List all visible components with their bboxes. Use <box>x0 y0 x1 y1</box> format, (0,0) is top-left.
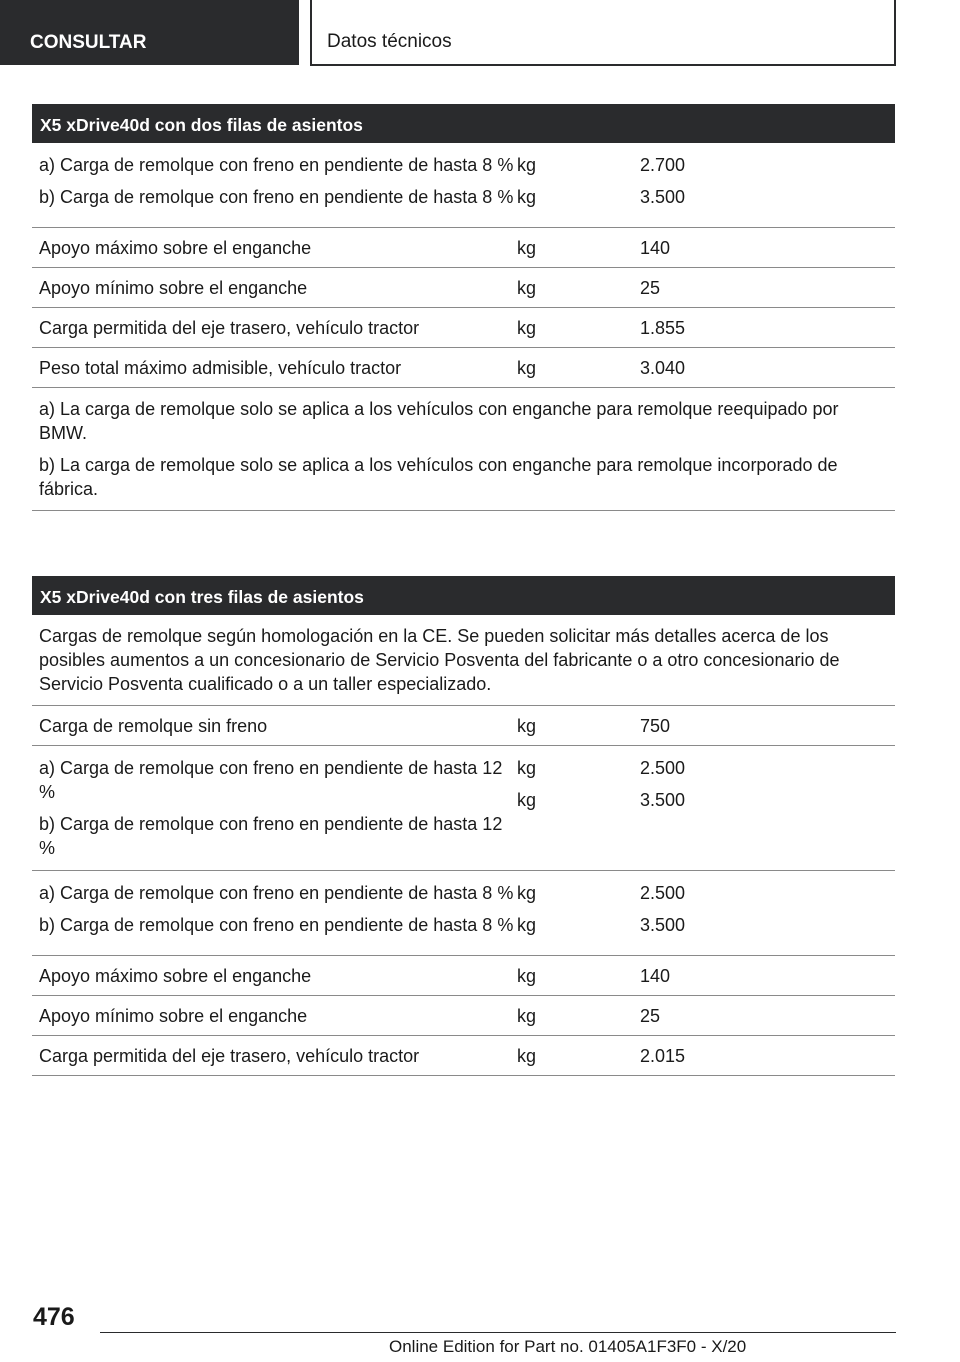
table-row <box>32 143 895 228</box>
table-intro <box>32 615 895 706</box>
label-b: b) Carga de remolque con freno en pendiente de hasta 8 % <box>39 187 514 207</box>
row-label: Peso total máximo admisible, vehículo tractor <box>39 358 402 378</box>
row-value: 1.855 <box>640 318 686 338</box>
row-label: Apoyo mínimo sobre el enganche <box>39 1006 308 1026</box>
table-row <box>32 1036 895 1076</box>
table-title: X5 xDrive40d con tres filas de asientos <box>32 576 895 615</box>
table-row <box>32 348 895 388</box>
row-label: Carga permitida del eje trasero, vehículo tractor <box>39 1046 420 1066</box>
table-row <box>32 996 895 1036</box>
label-b: b) Carga de remolque con freno en pendiente de hasta 12 % <box>39 814 503 858</box>
value-a: 2.700 <box>640 155 686 175</box>
label-b: b) Carga de remolque con freno en pendiente de hasta 8 % <box>39 915 514 935</box>
value-a: 2.500 <box>640 883 686 903</box>
row-unit: kg <box>517 716 537 736</box>
table-row <box>32 706 895 746</box>
value-b: 3.500 <box>640 790 686 810</box>
unit-b: kg <box>517 187 537 207</box>
page-title: Datos técnicos <box>310 0 896 66</box>
row-value <box>635 756 895 860</box>
row-unit: kg <box>517 278 537 298</box>
table-row <box>32 268 895 308</box>
note-b: b) La carga de remolque solo se aplica a los vehículos con enganche para remolque incorporado de fábrica. <box>39 455 838 499</box>
table-row <box>32 871 895 956</box>
row-unit <box>514 756 635 860</box>
unit-a: kg <box>517 883 537 903</box>
row-label: Apoyo máximo sobre el enganche <box>39 238 312 258</box>
note-a: a) La carga de remolque solo se aplica a los vehículos con enganche para remolque reequipado por BMW. <box>39 399 839 443</box>
unit-a: kg <box>517 155 537 175</box>
row-label <box>32 881 514 945</box>
spec-table-three-rows <box>32 576 895 1076</box>
row-unit: kg <box>517 318 537 338</box>
label-a: a) Carga de remolque con freno en pendiente de hasta 8 % <box>39 155 514 175</box>
table-row <box>32 746 895 871</box>
page-number: 476 <box>33 1303 75 1331</box>
row-value: 140 <box>640 238 671 258</box>
row-label: Carga permitida del eje trasero, vehículo tractor <box>39 318 420 338</box>
row-value: 2.015 <box>640 1046 686 1066</box>
row-label <box>32 756 514 860</box>
table-notes <box>32 388 895 511</box>
row-value: 3.040 <box>640 358 686 378</box>
table-row <box>32 956 895 996</box>
table-title: X5 xDrive40d con dos filas de asientos <box>32 104 895 143</box>
row-label: Apoyo mínimo sobre el enganche <box>39 278 308 298</box>
spec-table-two-rows <box>32 104 895 511</box>
unit-b: kg <box>517 790 537 810</box>
section-tab: CONSULTAR <box>0 0 299 65</box>
table-row <box>32 228 895 268</box>
label-a: a) Carga de remolque con freno en pendiente de hasta 12 % <box>39 758 503 802</box>
row-unit <box>514 881 635 945</box>
row-value: 25 <box>640 278 661 298</box>
row-value: 750 <box>640 716 671 736</box>
row-unit: kg <box>517 1046 537 1066</box>
row-unit: kg <box>517 238 537 258</box>
row-value <box>635 153 895 217</box>
value-b: 3.500 <box>640 187 686 207</box>
row-unit: kg <box>517 1006 537 1026</box>
table-row <box>32 308 895 348</box>
unit-a: kg <box>517 758 537 778</box>
footer-divider <box>100 1332 896 1333</box>
unit-b: kg <box>517 915 537 935</box>
row-unit: kg <box>517 966 537 986</box>
row-unit: kg <box>517 358 537 378</box>
edition-text: Online Edition for Part no. 01405A1F3F0 - X/20 <box>389 1337 747 1356</box>
row-value: 140 <box>640 966 671 986</box>
row-unit <box>514 153 635 217</box>
value-a: 2.500 <box>640 758 686 778</box>
row-label: Apoyo máximo sobre el enganche <box>39 966 312 986</box>
intro-text: Cargas de remolque según homologación en la CE. Se pueden solicitar más detalles acerca de los posibles aumentos a un concesionario de Servicio Posventa del fabricante o a otro concesionario de Servicio Posventa cualificado o a un taller especializado. <box>39 626 840 694</box>
row-value: 25 <box>640 1006 661 1026</box>
value-b: 3.500 <box>640 915 686 935</box>
label-a: a) Carga de remolque con freno en pendiente de hasta 8 % <box>39 883 514 903</box>
row-value <box>635 881 895 945</box>
row-label: Carga de remolque sin freno <box>39 716 268 736</box>
row-label <box>32 153 514 217</box>
